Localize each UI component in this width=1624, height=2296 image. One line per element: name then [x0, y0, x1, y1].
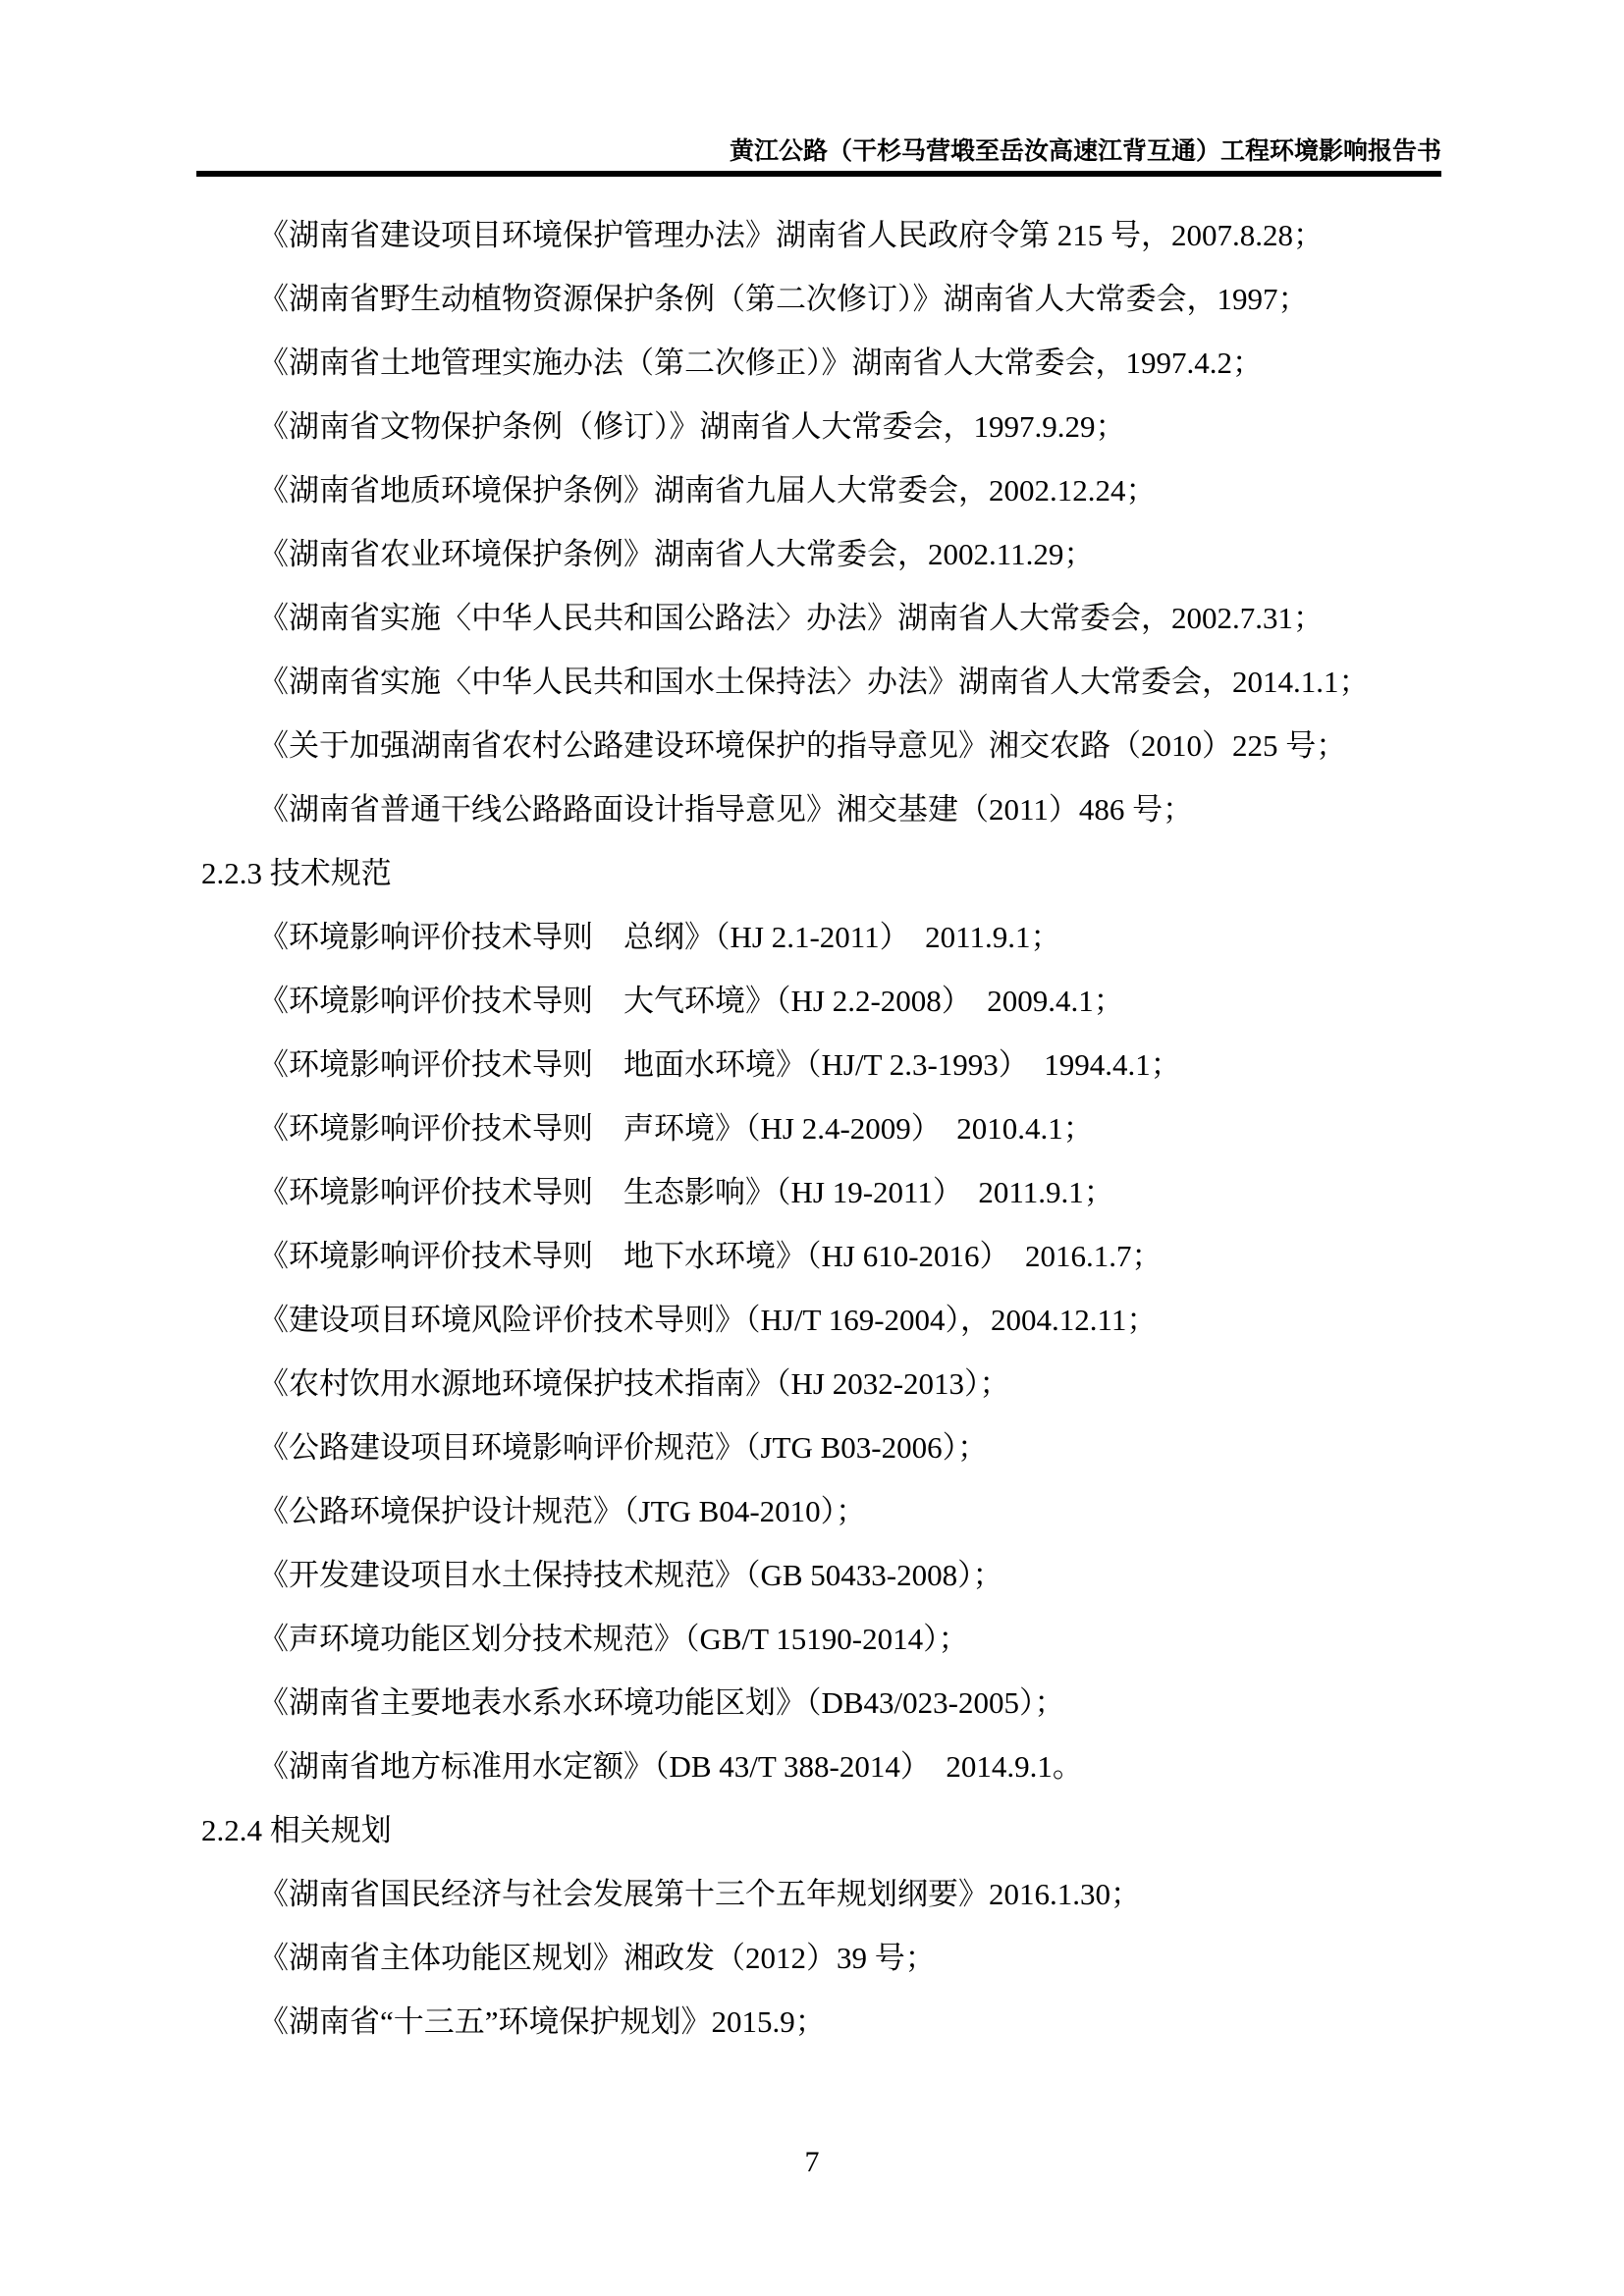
section-heading-224: 2.2.4 相关规划 [201, 1813, 392, 1847]
list-item: 《湖南省普通干线公路路面设计指导意见》湘交基建（2011）486 号； [258, 792, 1194, 827]
document-body [196, 203, 1492, 2054]
list-item: 《湖南省地方标准用水定额》（DB 43/T 388-2014） 2014.9.1。 [258, 1749, 1083, 1784]
list-item: 《湖南省“十三五”环境保护规划》2015.9； [258, 2004, 826, 2039]
list-item: 《湖南省实施〈中华人民共和国水土保持法〉办法》湖南省人大常委会，2014.1.1； [258, 665, 1370, 699]
list-item: 《湖南省主要地表水系水环境功能区划》（DB43/023-2005）； [258, 1685, 1065, 1720]
list-item: 《湖南省土地管理实施办法（第二次修正）》湖南省人大常委会，1997.4.2； [258, 346, 1263, 380]
list-item: 《环境影响评价技术导则 地下水环境》（HJ 610-2016） 2016.1.7； [258, 1239, 1163, 1273]
list-item: 《湖南省地质环境保护条例》湖南省九届人大常委会，2002.12.24； [258, 473, 1157, 507]
page-number: 7 [804, 2146, 820, 2178]
list-item: 《环境影响评价技术导则 总纲》（HJ 2.1-2011） 2011.9.1； [258, 920, 1061, 954]
list-item: 《关于加强湖南省农村公路建设环境保护的指导意见》湘交农路（2010）225 号； [258, 728, 1347, 763]
list-item: 《环境影响评价技术导则 地面水环境》（HJ/T 2.3-1993） 1994.4.1； [258, 1047, 1181, 1082]
list-item: 《公路建设项目环境影响评价规范》（JTG B03-2006）； [258, 1430, 989, 1465]
list-item: 《湖南省实施〈中华人民共和国公路法〉办法》湖南省人大常委会，2002.7.31； [258, 601, 1324, 635]
list-item: 《农村饮用水源地环境保护技术指南》（HJ 2032-2013）； [258, 1366, 1010, 1401]
list-item: 《湖南省主体功能区规划》湘政发（2012）39 号； [258, 1941, 936, 1975]
header-rule [196, 171, 1441, 177]
list-item: 《环境影响评价技术导则 生态影响》（HJ 19-2011） 2011.9.1； [258, 1175, 1114, 1209]
list-item: 《声环境功能区划分技术规范》（GB/T 15190-2014）； [258, 1622, 969, 1656]
list-item: 《湖南省国民经济与社会发展第十三个五年规划纲要》2016.1.30； [258, 1877, 1141, 1911]
list-item: 《环境影响评价技术导则 大气环境》（HJ 2.2-2008） 2009.4.1； [258, 984, 1124, 1018]
list-item: 《环境影响评价技术导则 声环境》（HJ 2.4-2009） 2010.4.1； [258, 1111, 1094, 1146]
section-heading-223: 2.2.3 技术规范 [201, 856, 392, 890]
list-item: 《公路环境保护设计规范》（JTG B04-2010）； [258, 1494, 867, 1528]
list-item: 《湖南省文物保护条例（修订）》湖南省人大常委会，1997.9.29； [258, 409, 1126, 444]
list-item: 《开发建设项目水土保持技术规范》（GB 50433-2008）； [258, 1558, 1003, 1592]
list-item: 《建设项目环境风险评价技术导则》（HJ/T 169-2004），2004.12.11； [258, 1303, 1158, 1337]
list-item: 《湖南省农业环境保护条例》湖南省人大常委会，2002.11.29； [258, 537, 1095, 571]
list-item: 《湖南省建设项目环境保护管理办法》湖南省人民政府令第 215 号，2007.8.28； [258, 218, 1324, 252]
page-header-title: 黄江公路（干杉马营塅至岳汝高速江背互通）工程环境影响报告书 [729, 138, 1441, 165]
list-item: 《湖南省野生动植物资源保护条例（第二次修订）》湖南省人大常委会，1997； [258, 282, 1309, 316]
